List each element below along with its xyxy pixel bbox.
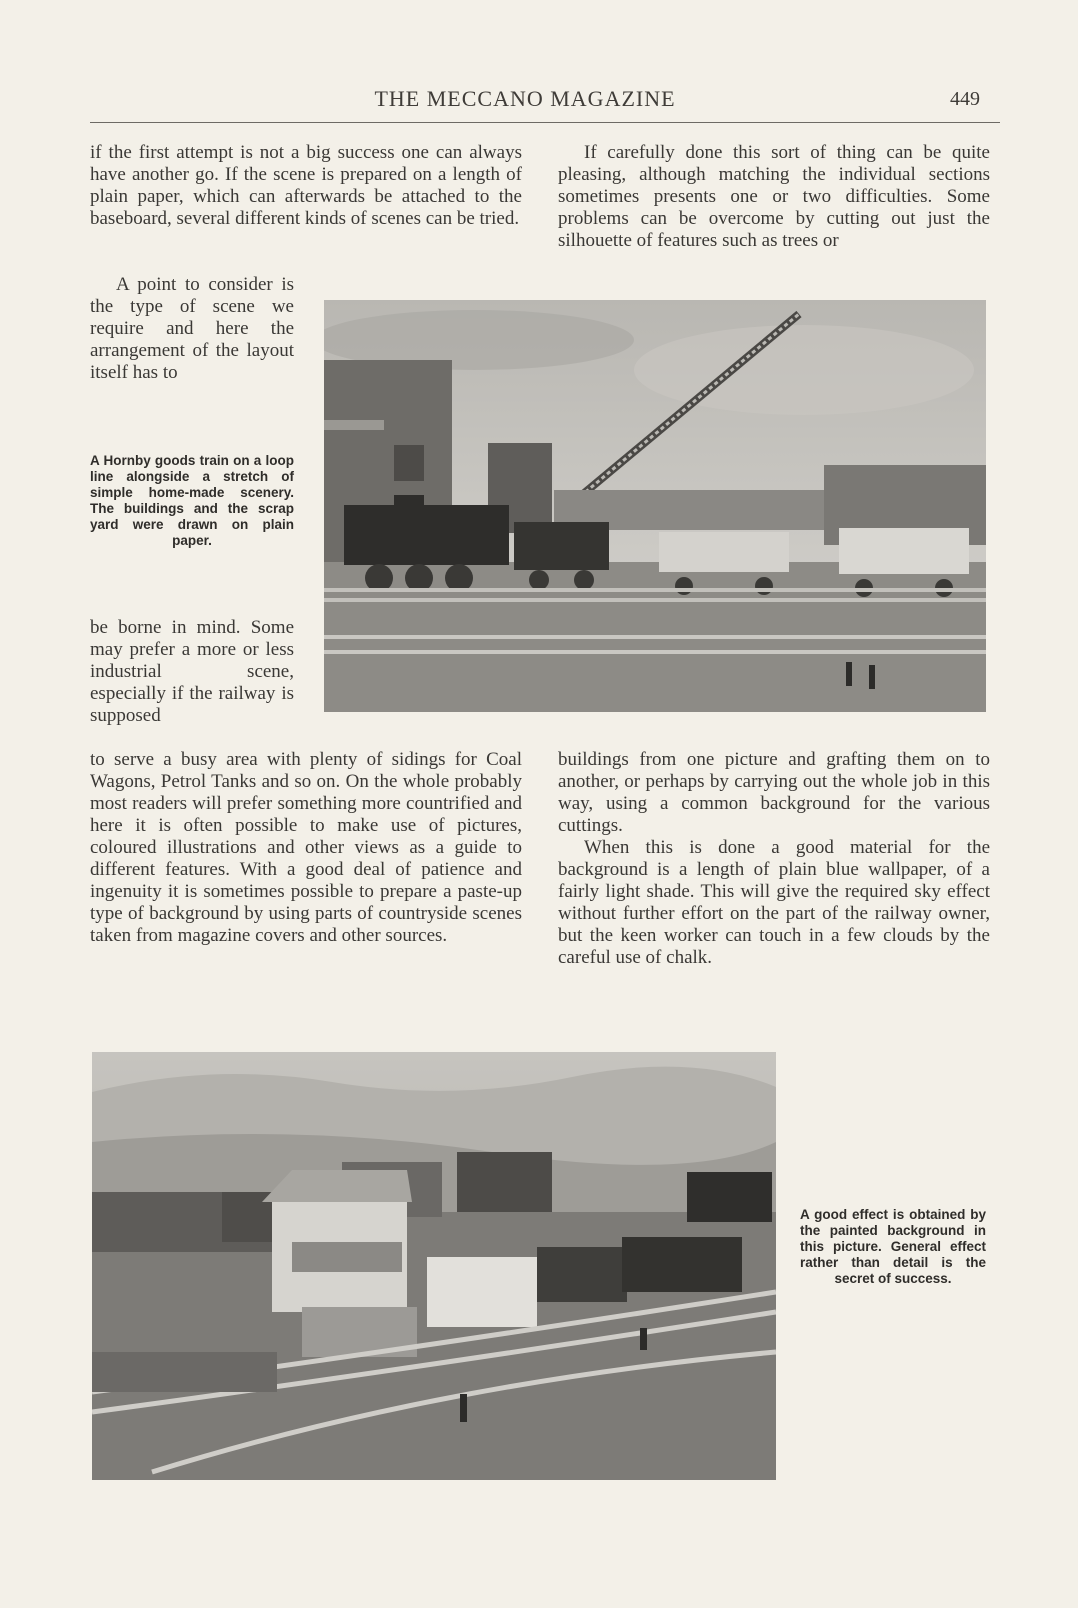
paragraph: be borne in mind. Some may prefer a more or less industrial scene, especially if the railway is supposed xyxy=(90,617,294,726)
header-rule xyxy=(90,122,1000,123)
article-col2-bottom xyxy=(558,749,990,969)
article-col1-bottom xyxy=(90,749,522,947)
paragraph: A point to consider is the type of scene we require and here the arrangement of the layout itself has to xyxy=(90,274,294,383)
article-col1-narrow-a xyxy=(90,274,294,384)
page-number: 449 xyxy=(950,88,980,110)
article-col2-top xyxy=(558,142,990,252)
photo-painted-background xyxy=(92,1052,776,1480)
paragraph: buildings from one picture and grafting them on to another, or perhaps by carrying out the whole job in this way, using a common background for the various cuttings. xyxy=(558,749,990,836)
photo-painted-background-image xyxy=(92,1052,776,1480)
article-col1-top xyxy=(90,142,522,230)
figure-caption-2: A good effect is obtained by the painted background in this picture. General effect rather than detail is the secret of success. xyxy=(800,1207,986,1286)
paragraph: if the first attempt is not a big success one can always have another go. If the scene is prepared on a length of plain paper, which can afterwards be attached to the baseboard, several different kinds of scenes can be tried. xyxy=(90,142,522,229)
paragraph: If carefully done this sort of thing can be quite pleasing, although matching the individual sections sometimes presents one or two difficulties. Some problems can be overcome by cutting out just the silhouette of features such as trees or xyxy=(558,142,990,251)
paragraph: When this is done a good material for the background is a length of plain blue wallpaper, of a fairly light shade. This will give the required sky effect without further effort on the part of the railway owner, but the keen worker can touch in a few clouds by the careful use of chalk. xyxy=(558,837,990,968)
figure-caption-1: A Hornby goods train on a loop line alongside a stretch of simple home-made scenery. The buildings and the scrap yard were drawn on plain paper. xyxy=(90,453,294,548)
magazine-title: THE MECCANO MAGAZINE xyxy=(374,86,676,111)
article-col1-narrow-b xyxy=(90,617,294,727)
photo-goods-train-image xyxy=(324,300,986,712)
photo-goods-train xyxy=(324,300,986,712)
paragraph: to serve a busy area with plenty of sidings for Coal Wagons, Petrol Tanks and so on. On the whole probably most readers will prefer something more countrified and here it is often possible to make use of pictures, coloured illustrations and other views as a guide to different features. With a good deal of patience and ingenuity it is sometimes possible to prepare a paste-up type of background by using parts of countryside scenes taken from magazine covers and other sources. xyxy=(90,749,522,946)
